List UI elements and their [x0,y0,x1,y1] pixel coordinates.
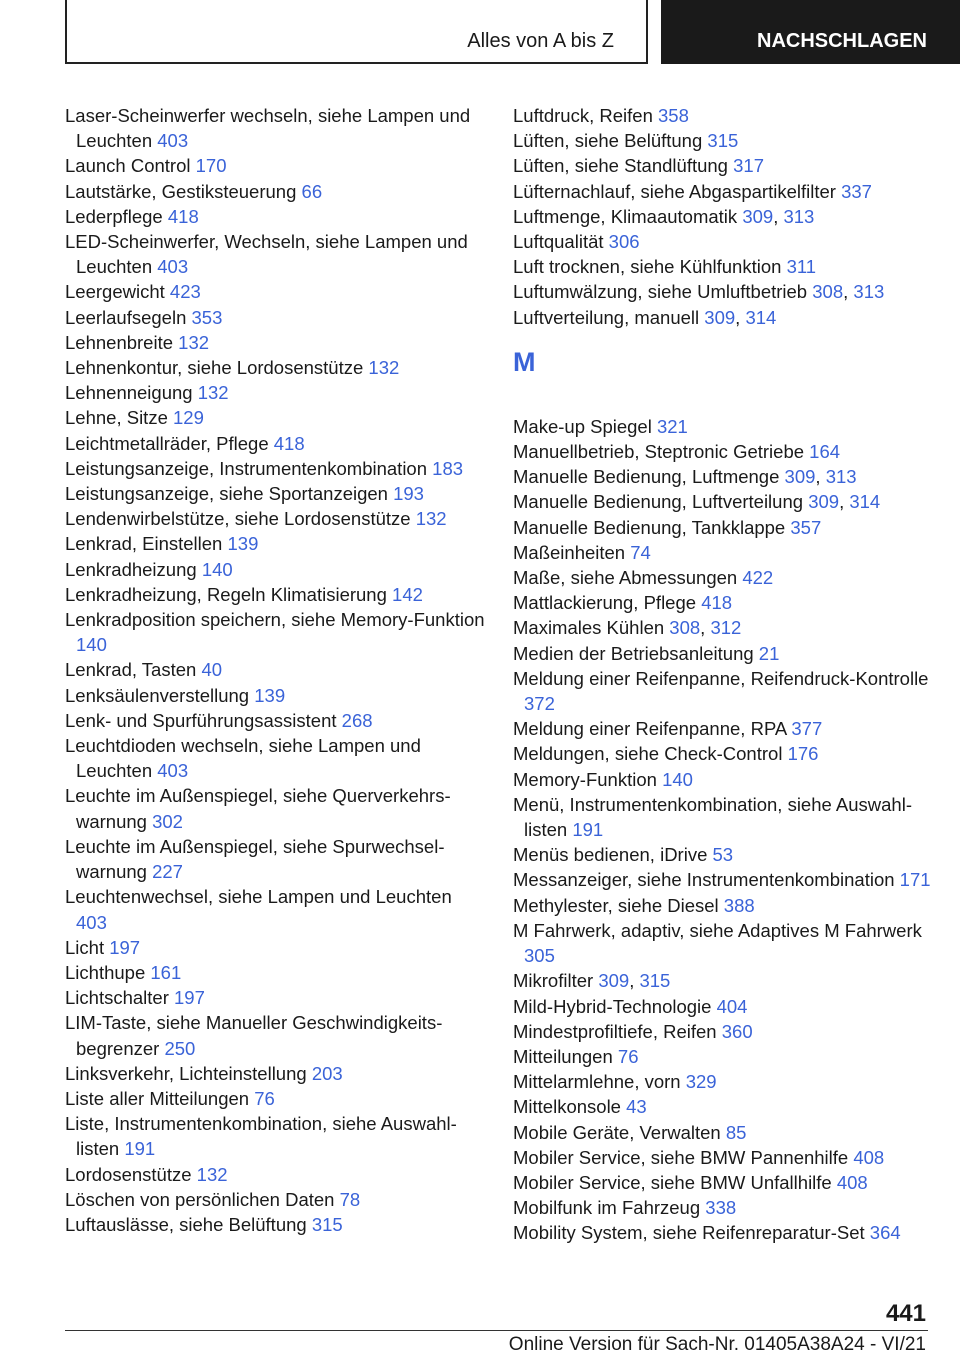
index-entry [513,1019,933,1044]
index-term: Lüften, siehe Belüftung [513,130,703,152]
index-entry [513,1094,933,1119]
index-term: Lehnenbreite [65,331,174,353]
index-term: Meldungen, siehe Check-Control [513,743,783,765]
page-link[interactable]: 197 [174,987,205,1009]
page-link[interactable]: 176 [787,743,819,765]
index-entry [513,1170,933,1195]
index-term: Lehnenneigung [65,382,193,404]
page-link[interactable]: 309 [598,970,630,992]
header-chapter-tab: NACHSCHLAGEN [661,0,960,64]
page-link[interactable]: 139 [254,684,286,706]
index-entry [65,506,485,531]
index-entry [65,153,485,178]
page-link[interactable]: 314 [849,491,881,513]
page-link[interactable]: 312 [710,617,742,639]
page-link[interactable]: 388 [723,894,755,916]
index-term: Leuchtdioden wechseln, siehe Lampen und Leuchten [65,735,421,782]
index-entry: Mikrofilter 309, 315 [513,970,671,992]
index-term: Luftauslässe, siehe Belüftung [65,1213,307,1235]
index-term: Lederpflege [65,205,163,227]
index-term: Luftumwälzung, siehe Umluftbetrieb [513,281,808,303]
index-term: Mittelkonsole [513,1096,621,1118]
index-term: Lüften, siehe Standlüftung [513,155,728,177]
index-term: Mobiler Service, siehe BMW Pannenhilfe [513,1146,849,1168]
index-term: Maße, siehe Abmessungen [513,567,738,589]
index-entry [65,607,485,657]
page-link[interactable]: 338 [705,1197,737,1219]
page-link[interactable]: 309 [784,466,816,488]
index-group-m [513,414,933,1246]
index-entry [513,590,933,615]
page-link[interactable]: 302 [152,810,183,832]
index-term: Lehne, Sitze [65,407,168,429]
page-link[interactable]: 142 [392,583,423,605]
index-term: Luftdruck, Reifen [513,105,653,126]
page-link[interactable]: 191 [124,1138,156,1160]
index-entry [513,994,933,1019]
index-term: Leistungsanzeige, siehe Sportanzeigen [65,483,388,505]
index-entry [65,481,485,506]
page-link[interactable]: 170 [195,155,227,177]
page-link[interactable]: 314 [745,306,777,328]
header-box [65,0,648,64]
page-link[interactable]: 203 [311,1062,343,1084]
page-link[interactable]: 74 [630,541,651,563]
index-term: Licht [65,936,105,958]
index-entry [513,439,933,464]
index-entry [65,279,485,304]
page-link[interactable]: 313 [853,281,885,303]
index-entry [513,918,933,968]
index-entry [513,666,933,716]
index-term: Menü, Instrumentenkombination, siehe Auswahllisten [513,793,913,841]
index-entry [513,893,933,918]
index-entry [65,531,485,556]
index-entry [65,935,485,960]
index-entry [65,179,485,204]
index-group-l-continued [513,103,933,330]
page-link[interactable]: 315 [311,1213,343,1235]
page-link[interactable]: 404 [716,995,748,1017]
index-entry [65,708,485,733]
index-entry [513,767,933,792]
page-link[interactable]: 268 [341,709,373,731]
page-link[interactable]: 423 [169,281,201,303]
index-entry [513,641,933,666]
page-link[interactable]: 315 [639,970,671,992]
index-term: Lenkrad, Einstellen [65,533,223,555]
header-section-title: Alles von A bis Z [467,30,614,52]
page-link[interactable]: 305 [524,945,555,967]
index-term: Liste aller Mitteilungen [65,1087,250,1109]
index-term: Lehnenkontur, siehe Lordosenstütze [65,357,364,379]
index-entry [65,557,485,582]
page-link[interactable]: 337 [841,180,872,202]
index-entry [65,960,485,985]
page-link[interactable]: 140 [662,768,693,790]
index-term: Lenkrad, Tasten [65,659,197,681]
index-term: Lenkradposition speichern, siehe Memory-Funktion [65,609,485,631]
page-link[interactable]: 140 [201,558,233,580]
index-term: Luft trocknen, siehe Kühlfunktion [513,256,782,278]
page-link[interactable]: 311 [786,256,817,278]
index-entry: Luftmenge, Klimaautomatik 309, 313 [513,205,815,227]
page-link[interactable]: 66 [301,180,323,202]
index-term: LIM-Taste, siehe Manueller Geschwindigkeitsbegrenzer [65,1012,443,1059]
page-number: 441 [885,1300,926,1327]
index-entry [65,834,485,884]
index-term: Meldung einer Reifenpanne, RPA [513,718,787,740]
page-link[interactable]: 132 [415,508,447,530]
index-entry [65,985,485,1010]
page-link[interactable]: 315 [707,130,739,152]
index-entry [513,1195,933,1220]
index-term: Medien der Betriebsanleitung [513,642,754,664]
index-term: Mattlackierung, Pflege [513,592,697,614]
page-link[interactable]: 321 [656,415,688,437]
index-entry [513,1220,933,1245]
page-link[interactable]: 132 [196,1163,228,1185]
index-entry [65,431,485,456]
index-entry [513,414,933,439]
page-link[interactable]: 313 [783,205,815,227]
index-term: Liste, Instrumentenkombination, siehe Auswahllisten [65,1113,457,1160]
page-link[interactable]: 353 [191,306,223,328]
page-link[interactable]: 308 [812,281,844,303]
page-link[interactable]: 171 [899,869,931,891]
page-link[interactable]: 191 [572,819,604,841]
page-link[interactable]: 360 [721,1020,753,1042]
page-link[interactable]: 377 [791,718,823,740]
index-term: Menüs bedienen, iDrive [513,844,708,866]
index-entry [513,1145,933,1170]
index-entry [513,867,933,892]
index-entry: Manuelle Bedienung, Luftverteilung 309, 314 [513,491,881,513]
index-entry [513,229,933,254]
index-term: Messanzeiger, siehe Instrumentenkombination [513,869,895,891]
page-link[interactable]: 403 [157,256,189,278]
index-entry [65,305,485,330]
page-link[interactable]: 358 [658,105,689,126]
page-link[interactable]: 309 [742,205,774,227]
index-term: Leergewicht [65,281,165,303]
index-term: M Fahrwerk, adaptiv, siehe Adaptives M Fahrwerk [513,919,922,941]
index-entry [513,842,933,867]
footer-divider [65,1330,928,1331]
index-term: Linksverkehr, Lichteinstellung [65,1062,307,1084]
page-link[interactable]: 227 [152,861,183,883]
index-entry [65,1061,485,1086]
page-link[interactable]: 408 [853,1146,885,1168]
index-section-letter: M [513,346,536,377]
index-term: Mittelarmlehne, vorn [513,1071,681,1093]
page-link[interactable]: 317 [733,155,764,177]
index-entry [65,229,485,279]
index-entry [65,380,485,405]
index-entry [65,582,485,607]
index-term: Leichtmetallräder, Pflege [65,432,269,454]
page-link[interactable]: 422 [742,567,774,589]
index-entry [65,657,485,682]
index-entry [513,741,933,766]
page-link[interactable]: 21 [758,642,780,664]
page-link[interactable]: 139 [227,533,259,555]
index-term: Luftverteilung, manuell [513,306,700,328]
page-link[interactable]: 309 [704,306,736,328]
index-term: Manuelle Bedienung, Tankklappe [513,516,786,538]
index-entry [65,884,485,934]
page-link[interactable]: 408 [836,1171,868,1193]
page-link[interactable]: 43 [626,1096,647,1118]
index-term: Leuchte im Außenspiegel, siehe Spurwechselwarnung [65,835,445,883]
index-entry [513,565,933,590]
index-entry [513,1120,933,1145]
index-term: Lenkradheizung, Regeln Klimatisierung [65,583,387,605]
index-term: Lichtschalter [65,987,169,1009]
index-entry [65,1111,485,1161]
index-entry [65,1010,485,1060]
index-term: Lenk- und Spurführungsassistent [65,709,337,731]
index-term: Lenksäulenverstellung [65,684,250,706]
index-entry: Luftverteilung, manuell 309, 314 [513,306,777,328]
index-term: Löschen von persönlichen Daten [65,1188,335,1210]
index-term: Leistungsanzeige, Instrumentenkombination [65,457,428,479]
page-link[interactable]: 418 [701,592,733,614]
index-term: Launch Control [65,155,191,177]
index-term: Mindestprofiltiefe, Reifen [513,1020,717,1042]
index-term: Mitteilungen [513,1045,613,1067]
page-link[interactable]: 132 [197,382,229,404]
index-entry [65,405,485,430]
index-entry: Manuelle Bedienung, Luftmenge 309, 313 [513,466,857,488]
index-term: Lenkradheizung [65,558,197,580]
page-link[interactable]: 418 [273,432,305,454]
page-link[interactable]: 129 [173,407,204,429]
page-link[interactable]: 403 [157,760,189,782]
page-link[interactable]: 132 [178,331,210,353]
index-term: LED-Scheinwerfer, Wechseln, siehe Lampen und Leuchten [65,231,468,278]
index-term: Memory-Funktion [513,768,657,790]
page-link[interactable]: 183 [432,457,464,479]
page-link[interactable]: 313 [825,466,857,488]
index-term: Manuelle Bedienung, Luftverteilung [513,491,804,513]
index-entry [513,515,933,540]
index-term: Make-up Spiegel [513,415,652,437]
index-entry [513,716,933,741]
index-term: Mobile Geräte, Verwalten [513,1121,721,1143]
page-link[interactable]: 164 [809,441,841,463]
index-term: Manuelle Bedienung, Luftmenge [513,466,780,488]
index-term: Maßeinheiten [513,541,626,563]
page-link[interactable]: 85 [725,1121,747,1143]
index-entry [65,355,485,380]
page-link[interactable]: 197 [109,936,141,958]
index-term: Lüfternachlauf, siehe Abgaspartikelfilter [513,180,836,202]
page-link[interactable]: 403 [157,130,189,152]
index-entry [65,1187,485,1212]
index-entry [513,1069,933,1094]
index-entry [65,330,485,355]
index-entry [65,103,485,153]
index-term: Mobility System, siehe Reifenreparatur-Set [513,1222,865,1244]
index-term: Lichthupe [65,961,146,983]
index-entry [513,254,933,279]
page-link[interactable]: 140 [76,634,107,656]
index-entry [65,456,485,481]
page-link[interactable]: 372 [524,693,555,715]
index-entry [513,1044,933,1069]
index-entry [65,733,485,783]
page-link[interactable]: 329 [685,1071,717,1093]
index-term: Mild-Hybrid-Technologie [513,995,712,1017]
page-link[interactable]: 306 [608,231,640,253]
page-link[interactable]: 308 [669,617,701,639]
index-entry [65,1086,485,1111]
index-entry [65,783,485,833]
index-term: Lendenwirbelstütze, siehe Lordosenstütze [65,508,411,530]
index-entry [513,179,933,204]
index-column-left [65,103,485,1237]
index-entry [513,792,933,842]
page-link[interactable]: 76 [617,1045,639,1067]
index-term: Leerlaufsegeln [65,306,187,328]
index-term: Mikrofilter [513,970,594,992]
index-term: Mobiler Service, siehe BMW Unfallhilfe [513,1171,832,1193]
index-term: Leuchte im Außenspiegel, siehe Querverkehrswarnung [65,785,451,832]
index-entry [513,128,933,153]
page-link[interactable]: 357 [790,516,822,538]
page-link[interactable]: 418 [167,205,199,227]
index-term: Leuchtenwechsel, siehe Lampen und Leuchten [65,886,452,908]
page-link[interactable]: 76 [254,1087,275,1109]
page-link[interactable]: 40 [201,659,223,681]
index-term: Lautstärke, Gestiksteuerung [65,180,297,202]
page-link[interactable]: 250 [164,1037,196,1059]
index-term: Manuellbetrieb, Steptronic Getriebe [513,441,805,463]
index-term: Luftqualität [513,231,604,253]
index-entry: Maximales Kühlen 308, 312 [513,617,742,639]
index-term: Meldung einer Reifenpanne, Reifendruck-Kontrolle [513,667,929,689]
page-link[interactable]: 309 [808,491,840,513]
index-entry [65,1162,485,1187]
index-entry: Luftumwälzung, siehe Umluftbetrieb 308, 313 [513,281,885,303]
index-entry [65,683,485,708]
page-link[interactable]: 403 [76,911,107,933]
index-entry [65,1212,485,1237]
page-link[interactable]: 132 [368,357,400,379]
page-link[interactable]: 193 [393,483,424,505]
online-version-note: Online Version für Sach-Nr. 01405A38A24 - VI/21 [508,1334,926,1355]
index-term: Luftmenge, Klimaautomatik [513,205,738,227]
index-term: Laser-Scheinwerfer wechseln, siehe Lampen und Leuchten [65,105,471,152]
index-column-right [513,103,933,1246]
index-term: Maximales Kühlen [513,617,665,639]
page-link[interactable]: 161 [150,961,182,983]
index-entry [65,204,485,229]
index-term: Mobilfunk im Fahrzeug [513,1197,701,1219]
page-link[interactable]: 364 [869,1222,901,1244]
index-term: Methylester, siehe Diesel [513,894,719,916]
index-term: Lordosenstütze [65,1163,192,1185]
index-entry [513,153,933,178]
index-entry [513,540,933,565]
index-entry [513,103,933,128]
page-link[interactable]: 53 [712,844,734,866]
page-link[interactable]: 78 [339,1188,361,1210]
